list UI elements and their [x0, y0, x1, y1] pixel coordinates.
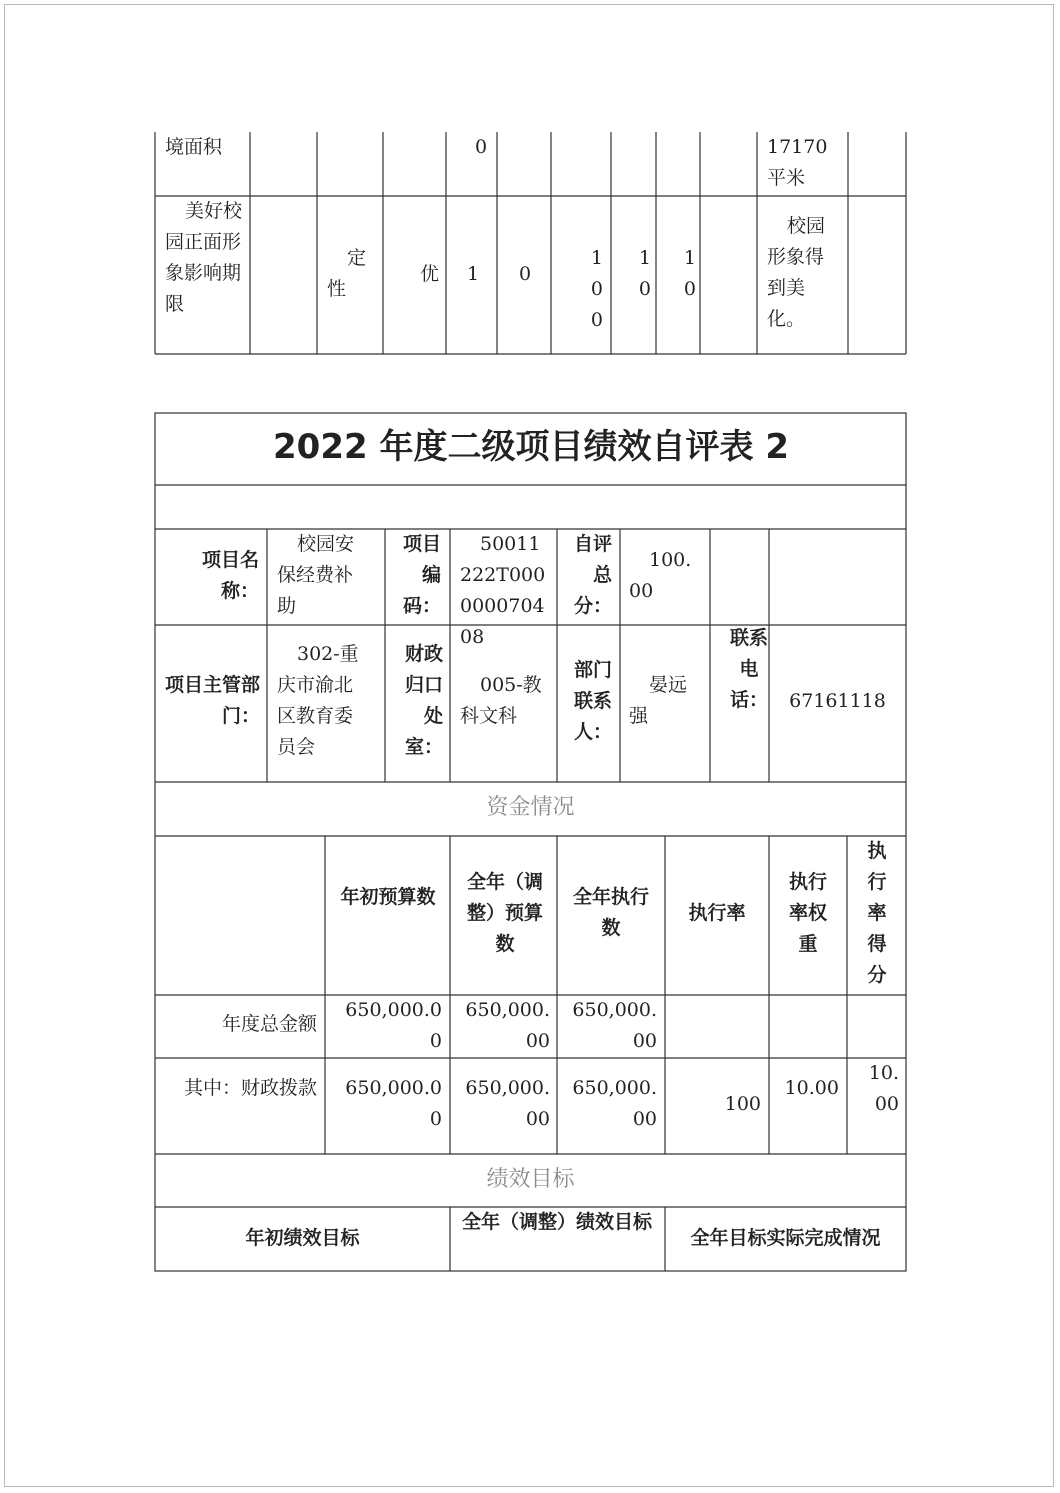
actual-cell: 校园形象得到美化。 — [767, 215, 826, 330]
score-cell: 10 — [638, 247, 651, 300]
contact-label: 部门联系人： — [573, 659, 612, 743]
finance-office-label: 财政归口处室： — [404, 643, 443, 758]
value-cell: 0 — [474, 136, 488, 158]
self-score-value: 100.00 — [629, 549, 692, 602]
type-cell: 定性 — [327, 247, 367, 300]
funds-cell: 650,000.00 — [345, 1077, 442, 1130]
dept-value: 302-重庆市渝北区教育委员会 — [277, 643, 359, 758]
funds-cell: 10.00 — [784, 1077, 839, 1099]
goals-section-title: 绩效目标 — [486, 1167, 575, 1192]
funds-cell: 650,000.00 — [465, 1077, 550, 1130]
funds-header: 全年（调整）预算数 — [466, 871, 543, 955]
value-cell: 0 — [518, 263, 532, 285]
funds-cell: 650,000.00 — [572, 999, 657, 1052]
phone-label: 联系电话： — [730, 627, 769, 711]
actual-cell: 17170平米 — [767, 136, 828, 189]
target-cell: 优 — [419, 263, 439, 285]
funds-header: 执行率得分 — [867, 840, 887, 986]
project-name-label: 项目名称： — [201, 549, 259, 602]
goals-header: 年初绩效目标 — [245, 1227, 360, 1249]
funds-header: 执行率 — [688, 902, 746, 924]
self-score-label: 自评总分： — [573, 533, 612, 617]
indicator-cell: 境面积 — [165, 136, 223, 158]
funds-cell: 100 — [724, 1093, 761, 1115]
phone-value: 67161118 — [789, 690, 886, 712]
dept-label: 项目主管部门： — [165, 674, 261, 727]
project-code-value: 50011222T000000070408 — [460, 533, 546, 648]
funds-header: 年初预算数 — [340, 886, 436, 908]
score-cell: 10 — [683, 247, 696, 300]
goals-header: 全年（调整）绩效目标 — [461, 1211, 652, 1233]
funds-section-title: 资金情况 — [486, 795, 575, 820]
funds-header: 全年执行数 — [572, 886, 649, 939]
funds-cell: 650,000.00 — [465, 999, 550, 1052]
funds-row-label: 其中：财政拨款 — [183, 1077, 317, 1099]
indicator-cell: 美好校园正面形象影响期限 — [165, 200, 243, 315]
contact-value: 晏远强 — [629, 674, 688, 727]
weight-cell: 1 — [466, 263, 480, 285]
project-code-label: 项目编码： — [402, 533, 441, 617]
goals-header: 全年目标实际完成情况 — [690, 1227, 881, 1249]
funds-cell: 10.00 — [868, 1062, 899, 1115]
finance-office-value: 005-教科文科 — [460, 674, 542, 727]
page-title: 2022 年度二级项目绩效自评表 2 — [273, 427, 789, 467]
project-name-value: 校园安保经费补助 — [277, 533, 355, 617]
funds-row-label: 年度总金额 — [221, 1013, 317, 1035]
funds-cell: 650,000.00 — [345, 999, 442, 1052]
funds-header: 执行率权重 — [788, 871, 827, 955]
value-cell: 100 — [590, 247, 603, 331]
funds-cell: 650,000.00 — [572, 1077, 657, 1130]
